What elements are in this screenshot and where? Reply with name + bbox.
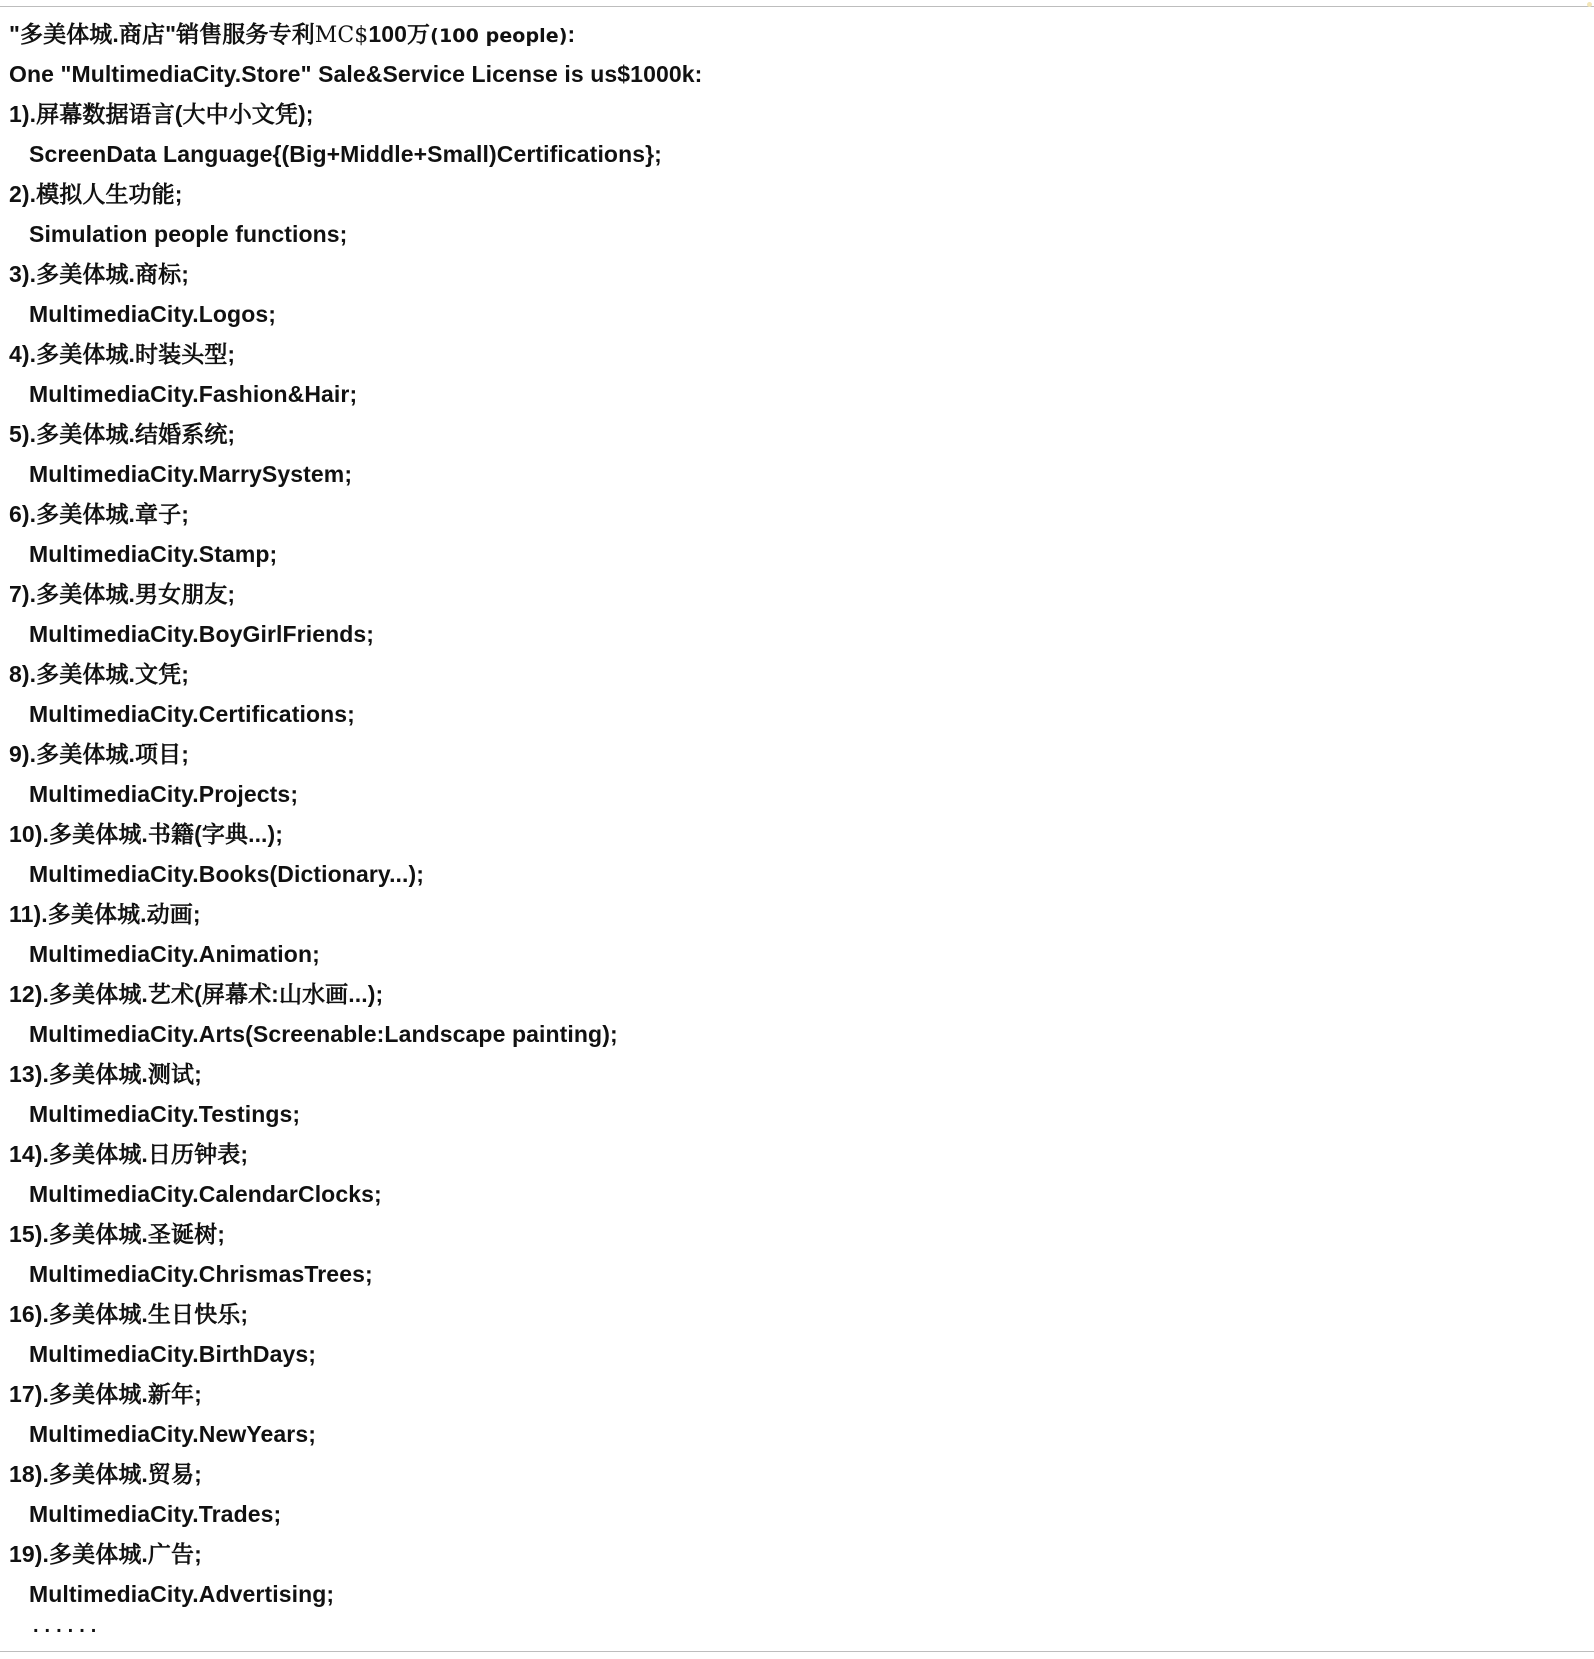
continuation-ellipsis: ...... xyxy=(33,1615,103,1637)
license-item-en: MultimediaCity.Animation; xyxy=(29,941,320,967)
top-divider xyxy=(0,6,1594,7)
license-item-en: MultimediaCity.NewYears; xyxy=(29,1421,317,1447)
license-item-cn: 7).多美体城.男女朋友; xyxy=(9,581,236,607)
license-item-list xyxy=(9,94,1579,1614)
document-title-cn xyxy=(9,14,1579,54)
license-item-en: MultimediaCity.Trades; xyxy=(29,1501,282,1527)
license-item-cn: 9).多美体城.项目; xyxy=(9,741,189,767)
title-colon: : xyxy=(567,21,576,47)
license-item-en: MultimediaCity.Stamp; xyxy=(29,541,278,567)
license-item-cn: 14).多美体城.日历钟表; xyxy=(9,1141,249,1167)
license-item-cn: 10).多美体城.书籍(字典...); xyxy=(9,821,284,847)
license-item-en: MultimediaCity.Logos; xyxy=(29,301,277,327)
license-item-cn: 19).多美体城.广告; xyxy=(9,1541,202,1567)
title-currency-mc: MC$ xyxy=(314,23,369,48)
license-item-cn: 12).多美体城.艺术(屏幕术:山水画...); xyxy=(9,981,384,1007)
license-item-cn: 3).多美体城.商标; xyxy=(9,261,189,287)
license-item-cn: 16).多美体城.生日快乐; xyxy=(9,1301,249,1327)
license-item-en: MultimediaCity.Fashion&Hair; xyxy=(29,381,358,407)
license-item-cn: 2).模拟人生功能; xyxy=(9,181,183,207)
document-title-en: One "MultimediaCity.Store" Sale&Service License is us$1000k: xyxy=(9,61,703,87)
license-item-en: MultimediaCity.BoyGirlFriends; xyxy=(29,621,375,647)
license-item-en: MultimediaCity.Certifications; xyxy=(29,701,355,727)
title-people-count: (100 people) xyxy=(430,25,568,47)
license-document xyxy=(9,14,1579,1638)
title-cn-text: "多美体城.商店"销售服务专利 xyxy=(9,21,315,47)
license-item-en: MultimediaCity.Arts(Screenable:Landscape painting); xyxy=(29,1021,618,1047)
bottom-divider xyxy=(0,1651,1594,1652)
license-item-en: MultimediaCity.MarrySystem; xyxy=(29,461,353,487)
title-price-amount: 100万 xyxy=(368,21,431,47)
license-item-cn: 8).多美体城.文凭; xyxy=(9,661,189,687)
license-item-en: MultimediaCity.CalendarClocks; xyxy=(29,1181,382,1207)
license-item-cn: 5).多美体城.结婚系统; xyxy=(9,421,236,447)
license-item-cn: 1).屏幕数据语言(大中小文凭); xyxy=(9,101,314,127)
license-item-cn: 15).多美体城.圣诞树; xyxy=(9,1221,225,1247)
license-item-en: MultimediaCity.Advertising; xyxy=(29,1581,335,1607)
license-item-en: Simulation people functions; xyxy=(29,221,348,247)
license-item-en: MultimediaCity.ChrismasTrees; xyxy=(29,1261,373,1287)
license-item-en: MultimediaCity.BirthDays; xyxy=(29,1341,317,1367)
license-item-en: MultimediaCity.Projects; xyxy=(29,781,299,807)
license-item-cn: 11).多美体城.动画; xyxy=(9,901,201,927)
license-item-cn: 18).多美体城.贸易; xyxy=(9,1461,202,1487)
license-item-cn: 17).多美体城.新年; xyxy=(9,1381,202,1407)
license-item-cn: 6).多美体城.章子; xyxy=(9,501,189,527)
license-item-cn: 13).多美体城.测试; xyxy=(9,1061,202,1087)
license-item-en: MultimediaCity.Testings; xyxy=(29,1101,301,1127)
corner-dot xyxy=(1587,2,1592,7)
license-item-cn: 4).多美体城.时装头型; xyxy=(9,341,236,367)
license-item-en: ScreenData Language{(Big+Middle+Small)Certifications}; xyxy=(29,141,662,167)
license-item-en: MultimediaCity.Books(Dictionary...); xyxy=(29,861,425,887)
